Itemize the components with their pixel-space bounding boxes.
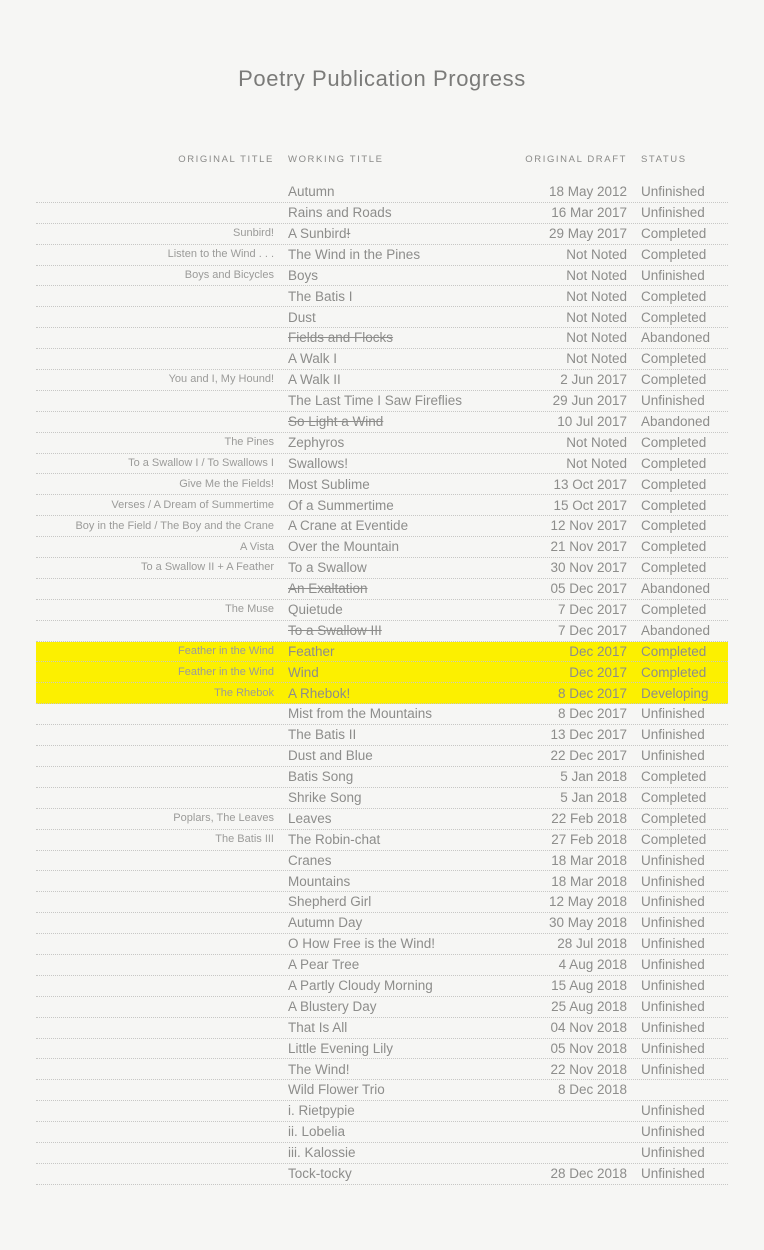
original-title-cell: Give Me the Fields! bbox=[179, 477, 274, 490]
table-row bbox=[36, 955, 728, 976]
working-title-cell bbox=[288, 895, 463, 909]
original-draft-cell: 2 Jun 2017 bbox=[560, 372, 627, 388]
status-cell: Unfinished bbox=[641, 915, 705, 931]
original-draft-cell: Not Noted bbox=[566, 309, 627, 325]
status-cell: Abandoned bbox=[641, 622, 711, 638]
table-row bbox=[36, 746, 728, 767]
working-title-text: An Exaltation bbox=[288, 581, 368, 597]
original-draft-cell: 28 Jul 2018 bbox=[557, 936, 627, 952]
status-cell: Completed bbox=[641, 288, 707, 304]
original-title-cell: Boy in the Field / The Boy and the Crane bbox=[75, 519, 274, 532]
original-draft-cell: 8 Dec 2017 bbox=[557, 685, 627, 701]
status-cell: Completed bbox=[641, 769, 707, 785]
table-row bbox=[36, 830, 728, 851]
table-row bbox=[36, 1122, 728, 1143]
original-draft-cell: Not Noted bbox=[566, 267, 627, 283]
status-cell: Abandoned bbox=[641, 581, 711, 597]
working-title-text: Quietude bbox=[288, 602, 343, 617]
working-title-cell bbox=[288, 436, 463, 450]
original-title-cell: Listen to the Wind . . . bbox=[167, 248, 274, 261]
working-title-cell bbox=[288, 916, 463, 930]
original-title-cell: The Rhebok bbox=[214, 686, 274, 699]
status-cell: Unfinished bbox=[641, 393, 705, 409]
table-row bbox=[36, 1039, 728, 1060]
table-row bbox=[36, 934, 728, 955]
working-title-cell bbox=[288, 1000, 463, 1014]
table-row bbox=[36, 892, 728, 913]
original-draft-cell: Not Noted bbox=[566, 351, 627, 367]
status-cell: Abandoned bbox=[641, 330, 711, 346]
working-title-text: The Wind! bbox=[288, 1061, 350, 1077]
column-header-original-draft: ORIGINAL DRAFT bbox=[525, 154, 627, 165]
table-body bbox=[36, 182, 728, 1185]
original-title-cell: A Vista bbox=[239, 540, 274, 553]
status-cell: Completed bbox=[641, 810, 707, 826]
working-title-text: Feather bbox=[288, 643, 335, 659]
table-row bbox=[36, 266, 728, 287]
working-title-text: The Batis I bbox=[288, 288, 353, 304]
status-cell: Completed bbox=[641, 539, 707, 555]
original-draft-cell: Not Noted bbox=[566, 288, 627, 304]
original-draft-cell: Dec 2017 bbox=[569, 643, 627, 659]
working-title-text: Cranes bbox=[288, 852, 332, 868]
original-draft-cell: 29 Jun 2017 bbox=[552, 393, 627, 409]
table-row bbox=[36, 579, 728, 600]
status-cell: Unfinished bbox=[641, 727, 705, 743]
status-cell: Unfinished bbox=[641, 852, 705, 868]
working-title-text: So Light a Wind bbox=[288, 413, 384, 429]
original-draft-cell: 18 May 2012 bbox=[548, 184, 627, 200]
original-draft-cell: 04 Nov 2018 bbox=[550, 1019, 627, 1035]
table-row bbox=[36, 1101, 728, 1122]
original-draft-cell: 13 Dec 2017 bbox=[550, 727, 627, 743]
status-cell: Unfinished bbox=[641, 957, 705, 973]
original-draft-cell: 13 Oct 2017 bbox=[553, 476, 627, 492]
working-title-cell bbox=[288, 666, 463, 680]
original-title-cell: To a Swallow II + A Feather bbox=[141, 561, 274, 574]
working-title-cell bbox=[288, 352, 463, 366]
original-title-cell: Boys and Bicycles bbox=[184, 269, 274, 281]
working-title-text: To a Swallow bbox=[288, 560, 367, 576]
original-draft-cell: 5 Jan 2018 bbox=[560, 769, 627, 785]
original-draft-cell: 29 May 2017 bbox=[548, 225, 627, 241]
working-title-text: The Wind in the Pines bbox=[288, 246, 421, 262]
table-row bbox=[36, 516, 728, 537]
working-title-text: Zephyros bbox=[288, 434, 345, 450]
status-cell: Developing bbox=[641, 685, 709, 701]
working-title-cell bbox=[288, 331, 463, 345]
original-draft-cell: 22 Nov 2018 bbox=[550, 1061, 627, 1077]
working-title-text: A Rhebok! bbox=[288, 685, 351, 701]
table-row bbox=[36, 851, 728, 872]
working-title-cell bbox=[288, 1063, 463, 1077]
working-title-cell bbox=[288, 311, 463, 325]
table-row bbox=[36, 433, 728, 454]
working-title-text: Swallows! bbox=[288, 455, 349, 471]
original-draft-cell: 4 Aug 2018 bbox=[558, 957, 627, 973]
original-draft-cell: 8 Dec 2018 bbox=[557, 1082, 627, 1098]
status-cell: Unfinished bbox=[641, 1103, 705, 1119]
status-cell: Completed bbox=[641, 560, 707, 576]
table-row bbox=[36, 788, 728, 809]
working-title-text: The Batis II bbox=[288, 727, 357, 743]
original-draft-cell: Not Noted bbox=[566, 330, 627, 346]
status-cell: Completed bbox=[641, 831, 707, 847]
original-draft-cell: 30 May 2018 bbox=[548, 915, 627, 931]
original-title-cell: The Muse bbox=[225, 603, 274, 616]
table-row bbox=[36, 1018, 728, 1039]
original-title-cell: The Batis III bbox=[215, 833, 274, 846]
working-title-text: Rains and Roads bbox=[288, 205, 392, 221]
working-title-text: Shrike Song bbox=[288, 790, 362, 806]
working-title-text: Mountains bbox=[288, 873, 351, 889]
working-title-cell bbox=[288, 373, 463, 387]
working-title-text: Leaves bbox=[288, 810, 332, 826]
original-draft-cell: Not Noted bbox=[566, 434, 627, 450]
working-title-cell bbox=[288, 1125, 463, 1139]
working-title-text: Batis Song bbox=[288, 769, 354, 785]
working-title-cell bbox=[288, 937, 463, 951]
working-title-cell bbox=[288, 791, 463, 805]
table-row bbox=[36, 1059, 728, 1080]
working-title-cell bbox=[288, 1167, 463, 1181]
table-row bbox=[36, 307, 728, 328]
status-cell: Unfinished bbox=[641, 1040, 705, 1056]
working-title-text: A Crane at Eventide bbox=[288, 518, 409, 534]
table-row bbox=[36, 683, 728, 704]
status-cell: Unfinished bbox=[641, 205, 705, 221]
page-title: Poetry Publication Progress bbox=[238, 66, 526, 91]
column-header-status: STATUS bbox=[641, 154, 687, 165]
table-row bbox=[36, 662, 728, 683]
working-title-text: Boys bbox=[288, 267, 319, 283]
working-title-cell bbox=[288, 394, 463, 408]
working-title-cell bbox=[288, 185, 463, 199]
status-cell: Unfinished bbox=[641, 894, 705, 910]
working-title-cell bbox=[288, 979, 463, 993]
original-draft-cell: 30 Nov 2017 bbox=[550, 560, 627, 576]
working-title-text: Dust and Blue bbox=[288, 748, 373, 764]
working-title-cell bbox=[288, 1083, 463, 1097]
working-title-cell bbox=[288, 519, 463, 533]
status-cell: Completed bbox=[641, 455, 707, 471]
table-row bbox=[36, 767, 728, 788]
working-title-cell bbox=[288, 561, 463, 575]
table-row bbox=[36, 704, 728, 725]
status-cell: Completed bbox=[641, 602, 707, 617]
original-draft-cell: 5 Jan 2018 bbox=[560, 790, 627, 806]
working-title-text: Mist from the Mountains bbox=[288, 706, 433, 722]
working-title-text: That Is All bbox=[288, 1019, 348, 1035]
table-row bbox=[36, 412, 728, 433]
working-title-cell bbox=[288, 227, 463, 241]
working-title-cell bbox=[288, 248, 463, 262]
original-draft-cell: 7 Dec 2017 bbox=[557, 602, 627, 617]
status-cell: Completed bbox=[641, 246, 707, 262]
status-cell: Completed bbox=[641, 518, 707, 534]
original-draft-cell: 10 Jul 2017 bbox=[557, 413, 627, 429]
table-row bbox=[36, 913, 728, 934]
original-draft-cell: 8 Dec 2017 bbox=[557, 706, 627, 722]
original-title-cell: To a Swallow I / To Swallows I bbox=[128, 457, 274, 470]
working-title-text: Shepherd Girl bbox=[288, 894, 372, 910]
original-draft-cell: 27 Feb 2018 bbox=[551, 831, 627, 847]
working-title-text: i. Rietpypie bbox=[288, 1103, 355, 1119]
status-cell: Unfinished bbox=[641, 998, 705, 1014]
status-cell: Completed bbox=[641, 309, 707, 325]
original-title-cell: Verses / A Dream of Summertime bbox=[111, 498, 274, 511]
status-cell: Completed bbox=[641, 664, 707, 680]
working-title-cell bbox=[288, 875, 463, 889]
working-title-text: Little Evening Lily bbox=[288, 1040, 394, 1056]
table-row bbox=[36, 642, 728, 663]
working-title-cell bbox=[288, 707, 463, 721]
working-title-cell bbox=[288, 624, 463, 638]
working-title-text: Of a Summertime bbox=[288, 497, 394, 513]
status-cell: Unfinished bbox=[641, 1061, 705, 1077]
working-title-text: Wind bbox=[288, 664, 319, 680]
working-title-text: Fields and Flocks bbox=[288, 330, 394, 346]
status-cell: Unfinished bbox=[641, 978, 705, 994]
status-cell: Unfinished bbox=[641, 1124, 705, 1140]
table-row bbox=[36, 621, 728, 642]
working-title-cell bbox=[288, 728, 463, 742]
working-title-cell bbox=[288, 478, 463, 492]
working-title-cell bbox=[288, 1104, 463, 1118]
original-draft-cell: 22 Feb 2018 bbox=[551, 810, 627, 826]
working-title-text: Tock-tocky bbox=[288, 1166, 352, 1182]
original-draft-cell: 18 Mar 2018 bbox=[551, 852, 627, 868]
working-title-text: A Walk I bbox=[288, 351, 338, 367]
original-draft-cell: Dec 2017 bbox=[569, 664, 627, 680]
working-title-text: Most Sublime bbox=[288, 476, 370, 492]
table-row bbox=[36, 474, 728, 495]
working-title-text: A Blustery Day bbox=[288, 998, 377, 1014]
table-row bbox=[36, 725, 728, 746]
working-title-text: The Robin-chat bbox=[288, 831, 381, 847]
status-cell: Unfinished bbox=[641, 184, 705, 200]
working-title-cell bbox=[288, 645, 463, 659]
working-title-cell bbox=[288, 415, 463, 429]
working-title-cell bbox=[288, 770, 463, 784]
working-title-cell bbox=[288, 269, 463, 283]
status-cell: Completed bbox=[641, 434, 707, 450]
working-title-cell bbox=[288, 749, 463, 763]
working-title-struck-suffix: ! bbox=[346, 225, 351, 241]
original-draft-cell: 05 Dec 2017 bbox=[550, 581, 627, 597]
table-row bbox=[36, 1080, 728, 1101]
status-cell: Completed bbox=[641, 372, 707, 388]
table-row bbox=[36, 245, 728, 266]
table-row bbox=[36, 600, 728, 621]
table-row bbox=[36, 1164, 728, 1185]
status-cell: Completed bbox=[641, 497, 707, 513]
table-row bbox=[36, 1143, 728, 1164]
table-row bbox=[36, 558, 728, 579]
original-title-cell: You and I, My Hound! bbox=[168, 373, 274, 386]
working-title-cell bbox=[288, 687, 463, 701]
working-title-cell bbox=[288, 582, 463, 596]
working-title-cell bbox=[288, 1021, 463, 1035]
status-cell: Unfinished bbox=[641, 873, 705, 889]
status-cell: Completed bbox=[641, 225, 707, 241]
working-title-text: ii. Lobelia bbox=[288, 1124, 346, 1140]
working-title-cell bbox=[288, 457, 463, 471]
table-row bbox=[36, 224, 728, 245]
table-row bbox=[36, 286, 728, 307]
working-title-cell bbox=[288, 206, 463, 220]
status-cell: Abandoned bbox=[641, 413, 711, 429]
table-row bbox=[36, 328, 728, 349]
working-title-cell bbox=[288, 290, 463, 304]
original-title-cell: Sunbird! bbox=[233, 227, 274, 240]
original-draft-cell: 25 Aug 2018 bbox=[551, 998, 627, 1014]
working-title-cell bbox=[288, 499, 463, 513]
working-title-text: Dust bbox=[288, 309, 316, 325]
working-title-text: Over the Mountain bbox=[288, 539, 400, 555]
original-draft-cell: 18 Mar 2018 bbox=[551, 873, 627, 889]
table-row bbox=[36, 976, 728, 997]
table-row bbox=[36, 495, 728, 516]
original-draft-cell: 28 Dec 2018 bbox=[550, 1166, 627, 1182]
table-row bbox=[36, 370, 728, 391]
working-title-cell bbox=[288, 1042, 463, 1056]
working-title-text: A Pear Tree bbox=[288, 957, 360, 973]
status-cell: Unfinished bbox=[641, 267, 705, 283]
working-title-cell bbox=[288, 812, 463, 826]
table-row bbox=[36, 203, 728, 224]
working-title-text: Wild Flower Trio bbox=[288, 1082, 385, 1098]
working-title-text: O How Free is the Wind! bbox=[288, 936, 436, 952]
table-row bbox=[36, 997, 728, 1018]
table-row bbox=[36, 809, 728, 830]
table-row bbox=[36, 391, 728, 412]
table-row bbox=[36, 182, 728, 203]
status-cell: Unfinished bbox=[641, 706, 705, 722]
status-cell: Completed bbox=[641, 351, 707, 367]
status-cell: Completed bbox=[641, 790, 707, 806]
original-draft-cell: 05 Nov 2018 bbox=[550, 1040, 627, 1056]
working-title-cell bbox=[288, 603, 463, 617]
original-draft-cell: 12 Nov 2017 bbox=[550, 518, 627, 534]
status-cell: Completed bbox=[641, 476, 707, 492]
original-draft-cell: 16 Mar 2017 bbox=[551, 205, 627, 221]
working-title-text: The Last Time I Saw Fireflies bbox=[288, 393, 463, 409]
original-draft-cell: 12 May 2018 bbox=[548, 894, 627, 910]
working-title-text: Autumn Day bbox=[288, 915, 363, 931]
working-title-text: To a Swallow III bbox=[288, 622, 382, 638]
original-draft-cell: 15 Aug 2018 bbox=[551, 978, 627, 994]
working-title-text: Autumn bbox=[288, 184, 335, 200]
status-cell: Unfinished bbox=[641, 1166, 705, 1182]
table-row bbox=[36, 871, 728, 892]
table-row bbox=[36, 454, 728, 475]
working-title-cell bbox=[288, 1146, 463, 1160]
status-cell: Unfinished bbox=[641, 1019, 705, 1035]
working-title-cell bbox=[288, 833, 463, 847]
original-draft-cell: Not Noted bbox=[566, 455, 627, 471]
original-draft-cell: Not Noted bbox=[566, 246, 627, 262]
status-cell: Unfinished bbox=[641, 936, 705, 952]
status-cell: Unfinished bbox=[641, 1145, 705, 1161]
working-title-text: A Partly Cloudy Morning bbox=[288, 978, 433, 994]
column-header-original-title: ORIGINAL TITLE bbox=[178, 154, 274, 165]
original-title-cell: The Pines bbox=[224, 436, 274, 449]
original-title-cell: Feather in the Wind bbox=[178, 645, 274, 658]
table-row bbox=[36, 537, 728, 558]
working-title-text: A Sunbird bbox=[288, 225, 347, 241]
original-title-cell: Poplars, The Leaves bbox=[173, 812, 274, 825]
working-title-cell bbox=[288, 854, 463, 868]
table-header bbox=[36, 154, 728, 165]
original-title-cell: Feather in the Wind bbox=[178, 665, 274, 678]
working-title-cell bbox=[288, 540, 463, 554]
original-draft-cell: 15 Oct 2017 bbox=[553, 497, 627, 513]
original-draft-cell: 21 Nov 2017 bbox=[550, 539, 627, 555]
working-title-text: iii. Kalossie bbox=[288, 1145, 356, 1161]
working-title-cell bbox=[288, 958, 463, 972]
original-draft-cell: 22 Dec 2017 bbox=[550, 748, 627, 764]
status-cell: Unfinished bbox=[641, 748, 705, 764]
table-row bbox=[36, 349, 728, 370]
column-header-working-title: WORKING TITLE bbox=[288, 154, 384, 165]
status-cell: Completed bbox=[641, 643, 707, 659]
original-draft-cell: 7 Dec 2017 bbox=[557, 622, 627, 638]
working-title-text: A Walk II bbox=[288, 372, 341, 388]
